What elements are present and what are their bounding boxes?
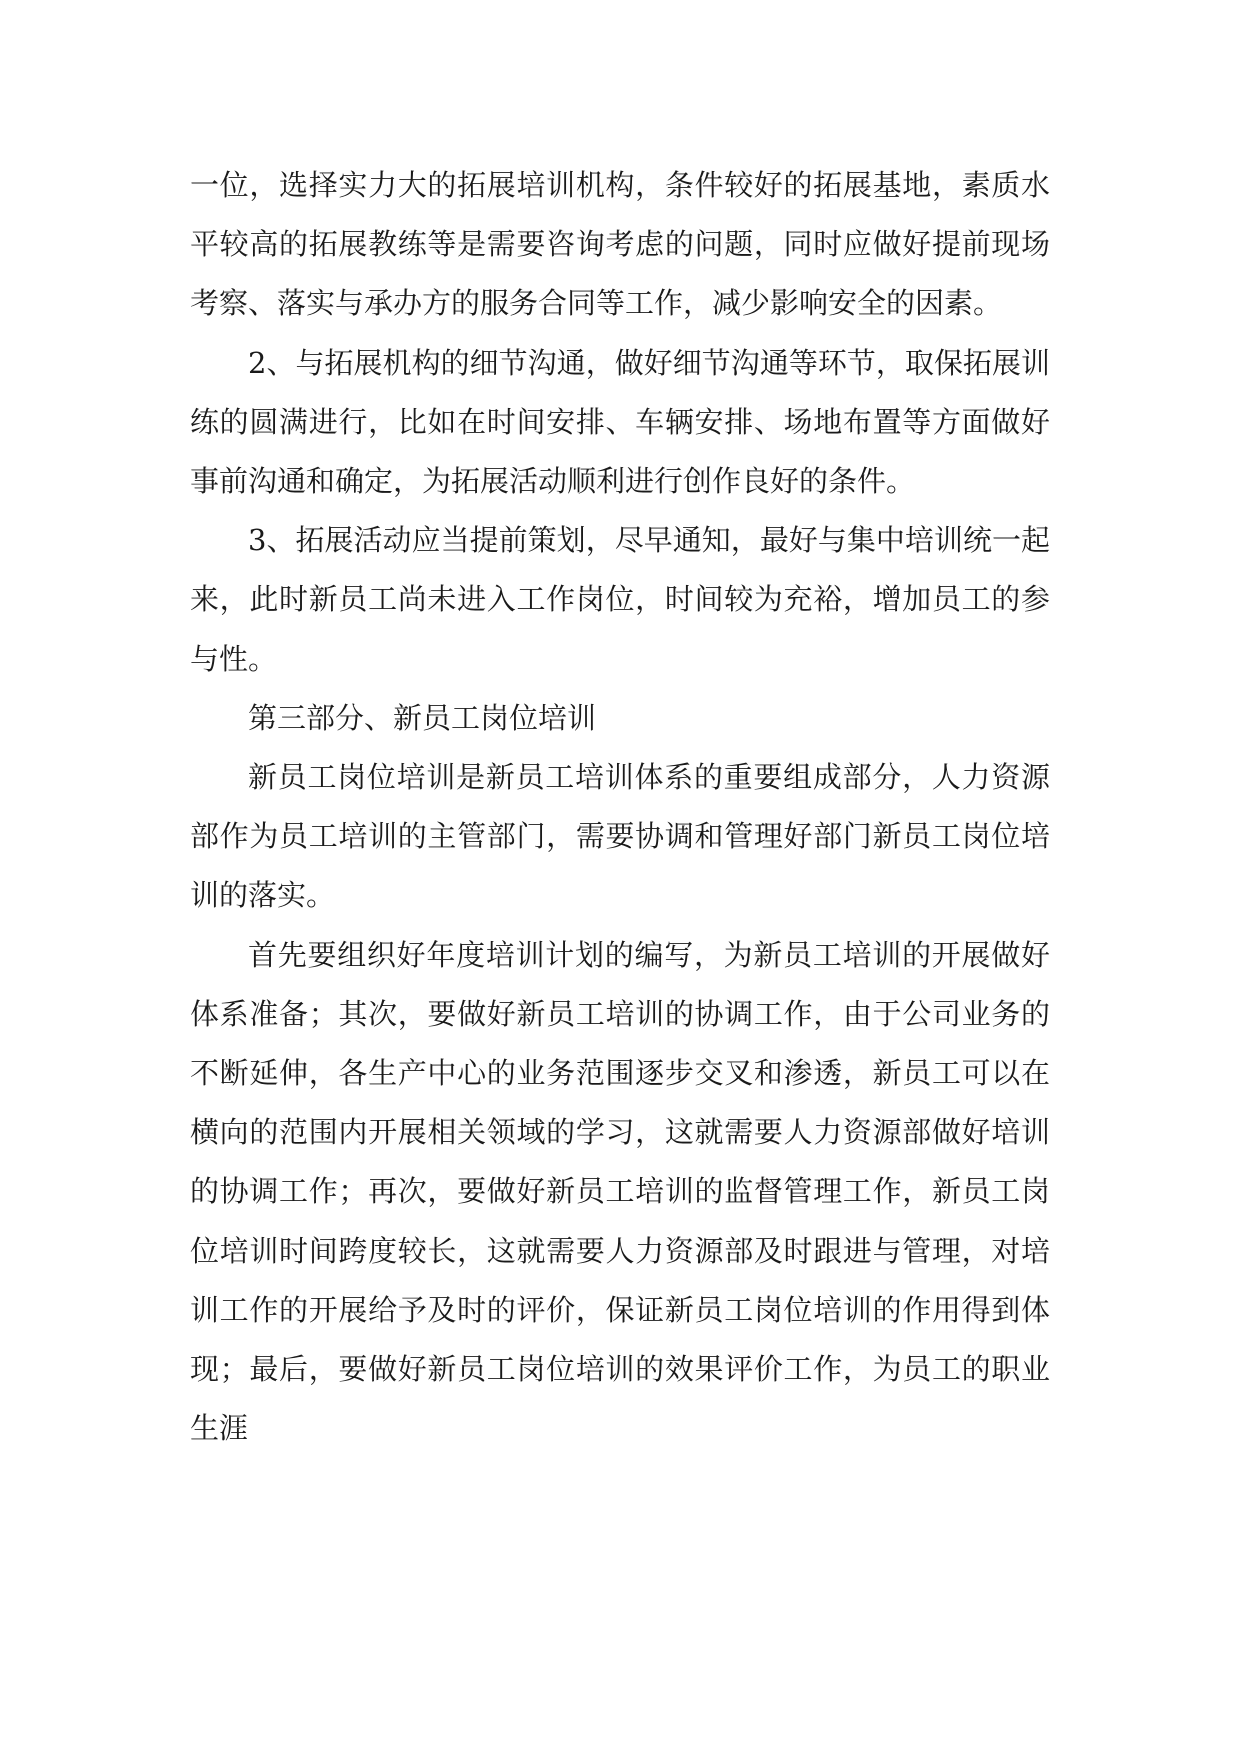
document-body bbox=[190, 156, 1050, 1458]
section-heading: 第三部分、新员工岗位培训 bbox=[248, 700, 597, 735]
paragraph-1: 一位，选择实力大的拓展培训机构，条件较好的拓展基地，素质水平较高的拓展教练等是需要咨询考虑的问题，同时应做好提前现场考察、落实与承办方的服务合同等工作，减少影响安全的因素。 bbox=[190, 168, 1050, 321]
paragraph-4: 新员工岗位培训是新员工培训体系的重要组成部分，人力资源部作为员工培训的主管部门，需要协调和管理好部门新员工岗位培训的落实。 bbox=[190, 760, 1050, 913]
paragraph-3: 3、拓展活动应当提前策划，尽早通知，最好与集中培训统一起来，此时新员工尚未进入工作岗位，时间较为充裕，增加员工的参与性。 bbox=[190, 523, 1050, 676]
paragraph-5: 首先要组织好年度培训计划的编写，为新员工培训的开展做好体系准备；其次，要做好新员工培训的协调工作，由于公司业务的不断延伸，各生产中心的业务范围逐步交叉和渗透，新员工可以在横向的范围内开展相关领域的学习，这就需要人力资源部做好培训的协调工作；再次，要做好新员工培训的监督管理工作，新员工岗位培训时间跨度较长，这就需要人力资源部及时跟进与管理，对培训工作的开展给予及时的评价，保证新员工岗位培训的作用得到体现；最后，要做好新员工岗位培训的效果评价工作，为员工的职业生涯 bbox=[190, 937, 1050, 1446]
paragraph-2: 2、与拓展机构的细节沟通，做好细节沟通等环节，取保拓展训练的圆满进行，比如在时间安排、车辆安排、场地布置等方面做好事前沟通和确定，为拓展活动顺利进行创作良好的条件。 bbox=[190, 345, 1050, 499]
